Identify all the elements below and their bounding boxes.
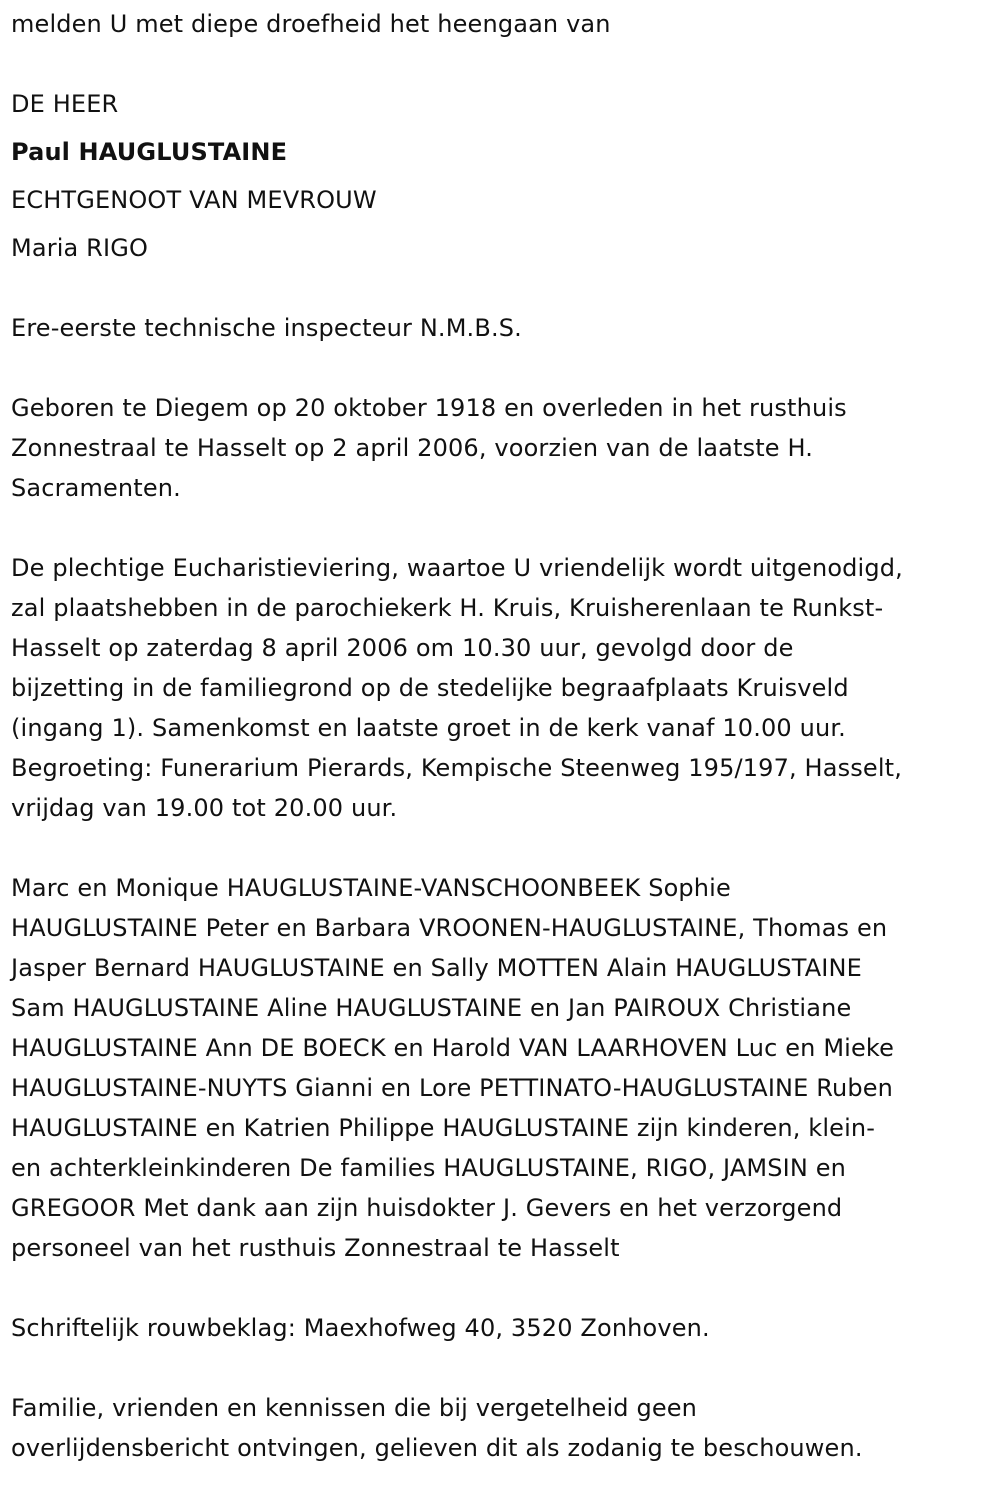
condolence-address: Schriftelijk rouwbeklag: Maexhofweg 40, 3520 Zonhoven. <box>11 1314 710 1342</box>
obituary-notice <box>11 4 993 1468</box>
paragraph-line: Sacramenten. <box>11 474 181 502</box>
deceased-header <box>11 84 993 268</box>
paragraph-line: Marc en Monique HAUGLUSTAINE-VANSCHOONBEEK Sophie <box>11 874 731 902</box>
paragraph-line: zal plaatshebben in de parochiekerk H. Kruis, Kruisherenlaan te Runkst- <box>11 594 884 622</box>
deceased-name: Paul HAUGLUSTAINE <box>11 138 288 166</box>
paragraph-line: bijzetting in de familiegrond op de stedelijke begraafplaats Kruisveld <box>11 674 849 702</box>
paragraph-line: personeel van het rusthuis Zonnestraal te Hasselt <box>11 1234 620 1262</box>
paragraph-line: Hasselt op zaterdag 8 april 2006 om 10.30 uur, gevolgd door de <box>11 634 794 662</box>
title-text: DE HEER <box>11 90 119 118</box>
paragraph-line: (ingang 1). Samenkomst en laatste groet in de kerk vanaf 10.00 uur. <box>11 714 846 742</box>
paragraph-line: Zonnestraal te Hasselt op 2 april 2006, voorzien van de laatste H. <box>11 434 814 462</box>
occupation-text: Ere-eerste technische inspecteur N.M.B.S. <box>11 314 522 342</box>
birth-death-paragraph <box>11 388 993 508</box>
paragraph-line: GREGOOR Met dank aan zijn huisdokter J. Gevers en het verzorgend <box>11 1194 843 1222</box>
paragraph-line: Familie, vrienden en kennissen die bij vergetelheid geen <box>11 1394 698 1422</box>
ceremony-paragraph <box>11 548 993 828</box>
paragraph-line: Sam HAUGLUSTAINE Aline HAUGLUSTAINE en Jan PAIROUX Christiane <box>11 994 852 1022</box>
closing-paragraph <box>11 1388 993 1468</box>
paragraph-line: vrijdag van 19.00 tot 20.00 uur. <box>11 794 398 822</box>
intro-text: melden U met diepe droefheid het heengaan van <box>11 10 611 38</box>
family-paragraph <box>11 868 993 1268</box>
paragraph-line: De plechtige Eucharistieviering, waartoe U vriendelijk wordt uitgenodigd, <box>11 554 903 582</box>
spouse-name: Maria RIGO <box>11 234 149 262</box>
relation-text: ECHTGENOOT VAN MEVROUW <box>11 186 377 214</box>
paragraph-line: overlijdensbericht ontvingen, gelieven dit als zodanig te beschouwen. <box>11 1434 863 1462</box>
paragraph-line: HAUGLUSTAINE-NUYTS Gianni en Lore PETTINATO-HAUGLUSTAINE Ruben <box>11 1074 894 1102</box>
paragraph-line: en achterkleinkinderen De families HAUGLUSTAINE, RIGO, JAMSIN en <box>11 1154 847 1182</box>
paragraph-line: Geboren te Diegem op 20 oktober 1918 en overleden in het rusthuis <box>11 394 847 422</box>
paragraph-line: HAUGLUSTAINE en Katrien Philippe HAUGLUSTAINE zijn kinderen, klein- <box>11 1114 876 1142</box>
paragraph-line: Begroeting: Funerarium Pierards, Kempische Steenweg 195/197, Hasselt, <box>11 754 902 782</box>
paragraph-line: Jasper Bernard HAUGLUSTAINE en Sally MOTTEN Alain HAUGLUSTAINE <box>11 954 862 982</box>
paragraph-line: HAUGLUSTAINE Peter en Barbara VROONEN-HAUGLUSTAINE, Thomas en <box>11 914 888 942</box>
paragraph-line: HAUGLUSTAINE Ann DE BOECK en Harold VAN LAARHOVEN Luc en Mieke <box>11 1034 895 1062</box>
